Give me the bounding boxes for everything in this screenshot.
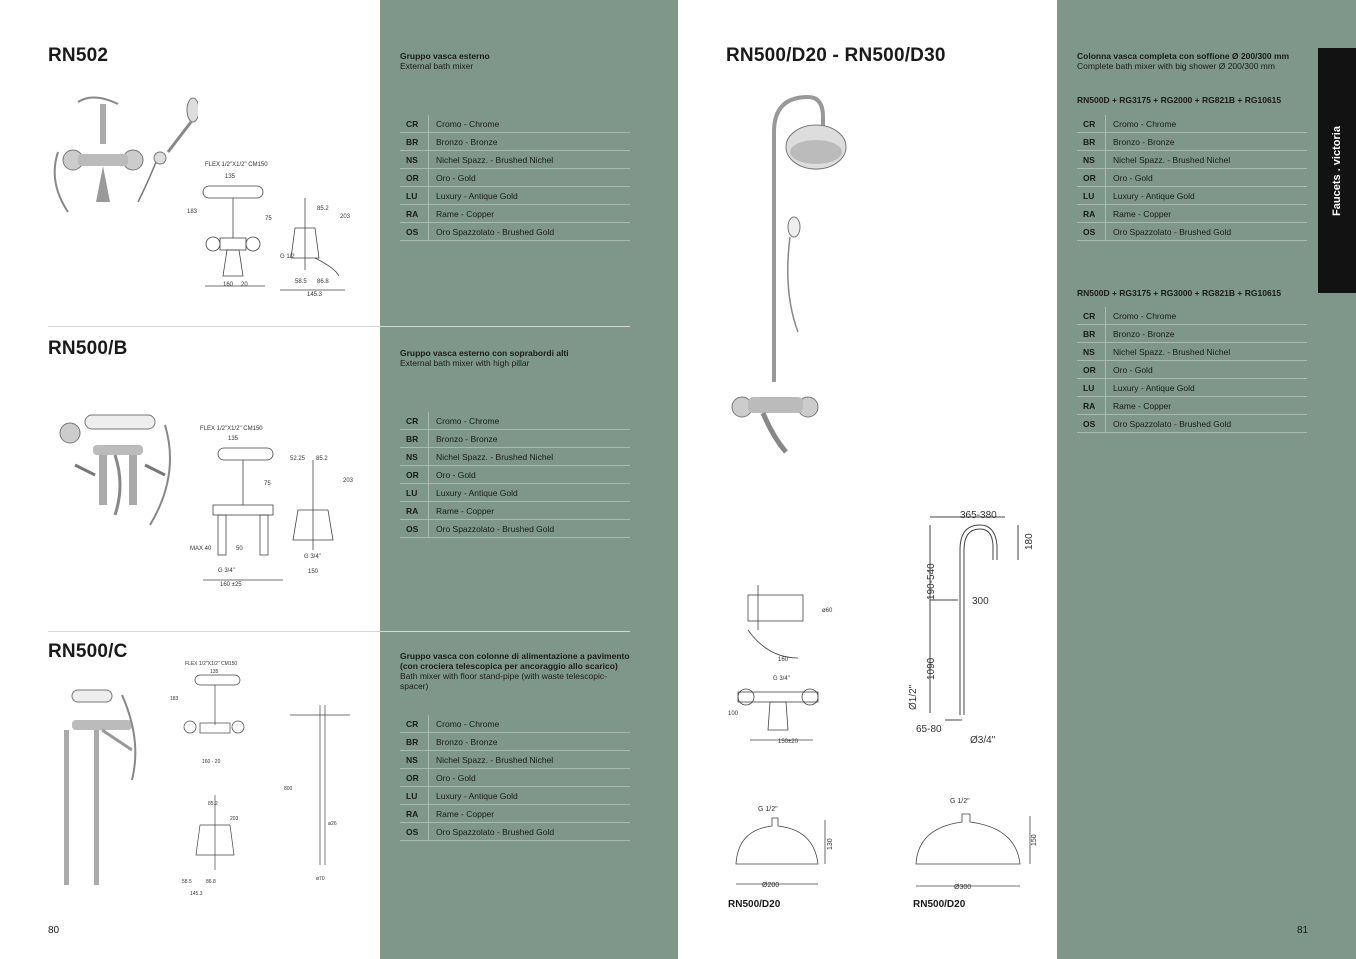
dim-label: 65-80 — [916, 724, 942, 735]
product-description — [400, 348, 635, 368]
finish-code: RA — [1077, 397, 1106, 414]
finish-row — [400, 787, 630, 805]
description-english: External bath mixer with high pillar — [400, 358, 530, 368]
dim-label: 180 — [1024, 533, 1035, 550]
finish-row — [1077, 307, 1307, 325]
finish-code: RA — [400, 805, 429, 822]
rn502-product-image — [48, 92, 198, 222]
finish-row — [1077, 415, 1307, 433]
finish-row — [400, 751, 630, 769]
finish-name: Bronzo - Bronze — [436, 136, 498, 147]
finish-name: Nichel Spazz. - Brushed Nichel — [436, 754, 554, 765]
finish-code: NS — [1077, 343, 1106, 360]
finish-row — [400, 715, 630, 733]
finish-code: LU — [400, 787, 429, 804]
shower-column-image — [728, 92, 858, 462]
finish-code: OR — [1077, 169, 1106, 186]
finish-code: OR — [1077, 361, 1106, 378]
finish-name: Oro Spazzolato - Brushed Gold — [436, 226, 555, 237]
finish-code: RA — [1077, 205, 1106, 222]
finish-name: Cromo - Chrome — [436, 718, 500, 729]
finish-row — [400, 187, 630, 205]
finish-code: LU — [400, 484, 429, 501]
finish-name: Bronzo - Bronze — [1113, 136, 1175, 147]
finish-row — [400, 169, 630, 187]
finish-code: OS — [400, 823, 429, 840]
finish-row — [400, 484, 630, 502]
dim-label: 145.3 — [190, 891, 203, 897]
finish-name: Oro - Gold — [436, 469, 476, 480]
finish-name: Rame - Copper — [436, 505, 495, 516]
finish-name: Luxury - Antique Gold — [1113, 382, 1195, 393]
dim-label: G 3/4" — [218, 568, 235, 574]
product-description — [400, 51, 635, 71]
finish-table — [400, 412, 630, 538]
dim-label: 86.8 — [206, 879, 216, 885]
finish-code: OS — [400, 520, 429, 537]
finish-row — [1077, 379, 1307, 397]
finish-code: NS — [400, 448, 429, 465]
finish-name: Bronzo - Bronze — [1113, 328, 1175, 339]
dim-label: 150 — [1031, 834, 1038, 846]
dim-label: Ø200 — [762, 882, 780, 889]
finish-name: Oro - Gold — [436, 172, 476, 183]
dim-label: 50 — [236, 546, 243, 552]
dim-label: FLEX 1/2"X1/2" CM150 — [200, 426, 263, 432]
dim-label: 75 — [265, 216, 272, 222]
finish-code: LU — [1077, 379, 1106, 396]
finish-row — [1077, 133, 1307, 151]
finish-code: NS — [1077, 151, 1106, 168]
dim-label: 135 — [228, 436, 239, 442]
finish-name: Oro Spazzolato - Brushed Gold — [1113, 226, 1232, 237]
finish-code: CR — [1077, 307, 1106, 324]
finish-table — [400, 715, 630, 841]
description-english: Complete bath mixer with big shower Ø 200/300 mm — [1077, 61, 1275, 71]
finish-code: OR — [400, 769, 429, 786]
mixer-technical-drawing — [728, 580, 838, 750]
finish-code: BR — [400, 430, 429, 447]
finish-code: CR — [400, 715, 429, 732]
column-technical-drawing — [900, 505, 1040, 750]
dim-label: 150±20 — [778, 739, 798, 745]
finish-code: LU — [1077, 187, 1106, 204]
page-number-left: 80 — [48, 925, 60, 936]
finish-code: LU — [400, 187, 429, 204]
finish-row — [1077, 187, 1307, 205]
finish-name: Oro Spazzolato - Brushed Gold — [436, 523, 555, 534]
finish-name: Bronzo - Bronze — [436, 433, 498, 444]
section-side-tab — [1318, 48, 1356, 293]
finish-row — [400, 805, 630, 823]
finish-row — [400, 769, 630, 787]
finish-row — [400, 412, 630, 430]
shower-head-label: RN500/D20 — [728, 899, 781, 910]
dim-label: 58.5 — [182, 879, 192, 885]
finish-row — [400, 205, 630, 223]
dim-label: 183 — [170, 696, 179, 702]
finish-row — [400, 466, 630, 484]
section-divider — [48, 326, 630, 327]
finish-name: Luxury - Antique Gold — [436, 790, 518, 801]
dim-label: FLEX 1/2"X1/2" CM150 — [205, 162, 268, 168]
rn502-technical-drawing — [185, 158, 355, 298]
dim-label: ø60 — [822, 608, 833, 614]
finish-code: BR — [400, 733, 429, 750]
finish-name: Bronzo - Bronze — [436, 736, 498, 747]
finish-row — [400, 115, 630, 133]
finish-name: Cromo - Chrome — [1113, 118, 1177, 129]
dim-label: 190-540 — [926, 563, 937, 600]
dim-label: 135 — [225, 174, 236, 180]
dim-label: ø26 — [328, 821, 337, 827]
finish-row — [1077, 115, 1307, 133]
rn500b-technical-drawing — [188, 420, 363, 590]
finish-name: Nichel Spazz. - Brushed Nichel — [1113, 346, 1231, 357]
finish-row — [1077, 343, 1307, 361]
description-english: Bath mixer with floor stand-pipe (with waste telescopic-spacer) — [400, 671, 607, 691]
set-composition-heading: RN500D + RG3175 + RG2000 + RG821B + RG10615 — [1077, 95, 1282, 105]
finish-name: Nichel Spazz. - Brushed Nichel — [1113, 154, 1231, 165]
product-code-rn502: RN502 — [48, 45, 109, 66]
finish-code: NS — [400, 751, 429, 768]
finish-code: BR — [400, 133, 429, 150]
finish-code: OR — [400, 466, 429, 483]
finish-code: OR — [400, 169, 429, 186]
product-description — [1077, 51, 1312, 71]
finish-code: NS — [400, 151, 429, 168]
dim-label: ø70 — [316, 876, 325, 882]
description-italian: Gruppo vasca con colonne di alimentazione a pavimento (con crociera telescopica per ancoraggio allo scarico) — [400, 651, 630, 671]
finish-name: Luxury - Antique Gold — [1113, 190, 1195, 201]
dim-label: 86.8 — [317, 279, 329, 285]
finish-row — [400, 823, 630, 841]
finish-table — [1077, 307, 1307, 433]
dim-label: 160 — [223, 282, 234, 288]
rn500c-product-image — [52, 680, 162, 895]
product-code-rn500b: RN500/B — [48, 338, 128, 359]
finish-row — [400, 223, 630, 241]
dim-label: 160 ±25 — [220, 582, 242, 588]
dim-label: Ø300 — [954, 884, 972, 891]
finish-row — [1077, 325, 1307, 343]
dim-label: 100 — [728, 711, 739, 717]
dim-label: 20 — [241, 282, 248, 288]
section-divider — [48, 631, 630, 632]
description-italian: Gruppo vasca esterno — [400, 51, 490, 61]
finish-code: RA — [400, 205, 429, 222]
side-tab-label: Faucets . victoria — [1331, 125, 1343, 216]
finish-table — [400, 115, 630, 241]
dim-label: Ø1/2" — [908, 684, 919, 710]
set-composition-heading: RN500D + RG3175 + RG3000 + RG821B + RG10615 — [1077, 288, 1282, 298]
dim-label: Ø3/4" — [970, 735, 996, 746]
dim-label: 130 — [827, 838, 834, 850]
dim-label: G 1/2 — [280, 254, 295, 260]
finish-code: RA — [400, 502, 429, 519]
description-english: External bath mixer — [400, 61, 474, 71]
dim-label: G 1/2" — [758, 806, 778, 813]
description-italian: Gruppo vasca esterno con soprabordi alti — [400, 348, 569, 358]
finish-code: OS — [1077, 415, 1106, 432]
finish-name: Rame - Copper — [436, 808, 495, 819]
finish-code: CR — [400, 412, 429, 429]
shower-head-d20-drawing — [728, 800, 843, 895]
shower-head-d30-drawing — [912, 792, 1042, 895]
dim-label: 85.2 — [317, 206, 329, 212]
finish-name: Oro - Gold — [1113, 172, 1153, 183]
rn500b-product-image — [55, 405, 185, 535]
description-italian: Colonna vasca completa con soffione Ø 200/300 mm — [1077, 51, 1290, 61]
finish-code: OS — [1077, 223, 1106, 240]
finish-code: OS — [400, 223, 429, 240]
dim-label: 203 — [340, 214, 351, 220]
finish-name: Nichel Spazz. - Brushed Nichel — [436, 154, 554, 165]
dim-label: 160 - 20 — [202, 759, 221, 765]
finish-name: Rame - Copper — [1113, 208, 1172, 219]
dim-label: 365-380 — [960, 510, 997, 521]
page-number-right: 81 — [1297, 925, 1309, 936]
finish-name: Cromo - Chrome — [1113, 310, 1177, 321]
finish-code: CR — [400, 115, 429, 132]
finish-row — [1077, 151, 1307, 169]
finish-name: Nichel Spazz. - Brushed Nichel — [436, 451, 554, 462]
dim-label: G 1/2" — [950, 798, 970, 805]
dim-label: 85.2 — [316, 456, 328, 462]
finish-row — [1077, 397, 1307, 415]
finish-row — [400, 133, 630, 151]
dim-label: 300 — [972, 596, 989, 607]
finish-row — [1077, 361, 1307, 379]
dim-label: 203 — [230, 816, 239, 822]
finish-code: BR — [1077, 325, 1106, 342]
dim-label: 135 — [210, 669, 219, 675]
dim-label: 52.25 — [290, 456, 306, 462]
finish-name: Luxury - Antique Gold — [436, 190, 518, 201]
product-code-rn500d: RN500/D20 - RN500/D30 — [726, 45, 946, 66]
dim-label: MAX 40 — [190, 546, 212, 552]
dim-label: FLEX 1/2"X1/2" CM150 — [185, 661, 238, 667]
dim-label: 150 — [308, 569, 319, 575]
finish-row — [1077, 223, 1307, 241]
finish-name: Rame - Copper — [1113, 400, 1172, 411]
dim-label: 58.5 — [295, 279, 307, 285]
product-code-rn500c: RN500/C — [48, 641, 128, 662]
finish-table — [1077, 115, 1307, 241]
dim-label: 800 — [284, 786, 293, 792]
shower-head-label: RN500/D20 — [913, 899, 966, 910]
finish-row — [1077, 169, 1307, 187]
finish-code: BR — [1077, 133, 1106, 150]
dim-label: 183 — [187, 209, 198, 215]
dim-label: 145.3 — [307, 292, 323, 298]
finish-row — [400, 520, 630, 538]
finish-row — [400, 448, 630, 466]
dim-label: 160 — [778, 657, 789, 663]
dim-label: G 3/4" — [773, 676, 790, 682]
finish-name: Cromo - Chrome — [436, 118, 500, 129]
dim-label: 203 — [343, 478, 354, 484]
finish-row — [400, 430, 630, 448]
finish-name: Luxury - Antique Gold — [436, 487, 518, 498]
finish-code: CR — [1077, 115, 1106, 132]
dim-label: 85.2 — [208, 801, 218, 807]
finish-row — [400, 733, 630, 751]
product-description — [400, 651, 635, 691]
finish-name: Rame - Copper — [436, 208, 495, 219]
finish-row — [400, 151, 630, 169]
finish-name: Cromo - Chrome — [436, 415, 500, 426]
dim-label: G 3/4" — [304, 554, 321, 560]
finish-name: Oro Spazzolato - Brushed Gold — [1113, 418, 1232, 429]
rn500c-technical-drawing — [160, 655, 355, 900]
finish-name: Oro Spazzolato - Brushed Gold — [436, 826, 555, 837]
finish-name: Oro - Gold — [1113, 364, 1153, 375]
dim-label: 1090 — [926, 657, 937, 680]
finish-row — [1077, 205, 1307, 223]
dim-label: 75 — [264, 481, 271, 487]
finish-name: Oro - Gold — [436, 772, 476, 783]
finish-row — [400, 502, 630, 520]
